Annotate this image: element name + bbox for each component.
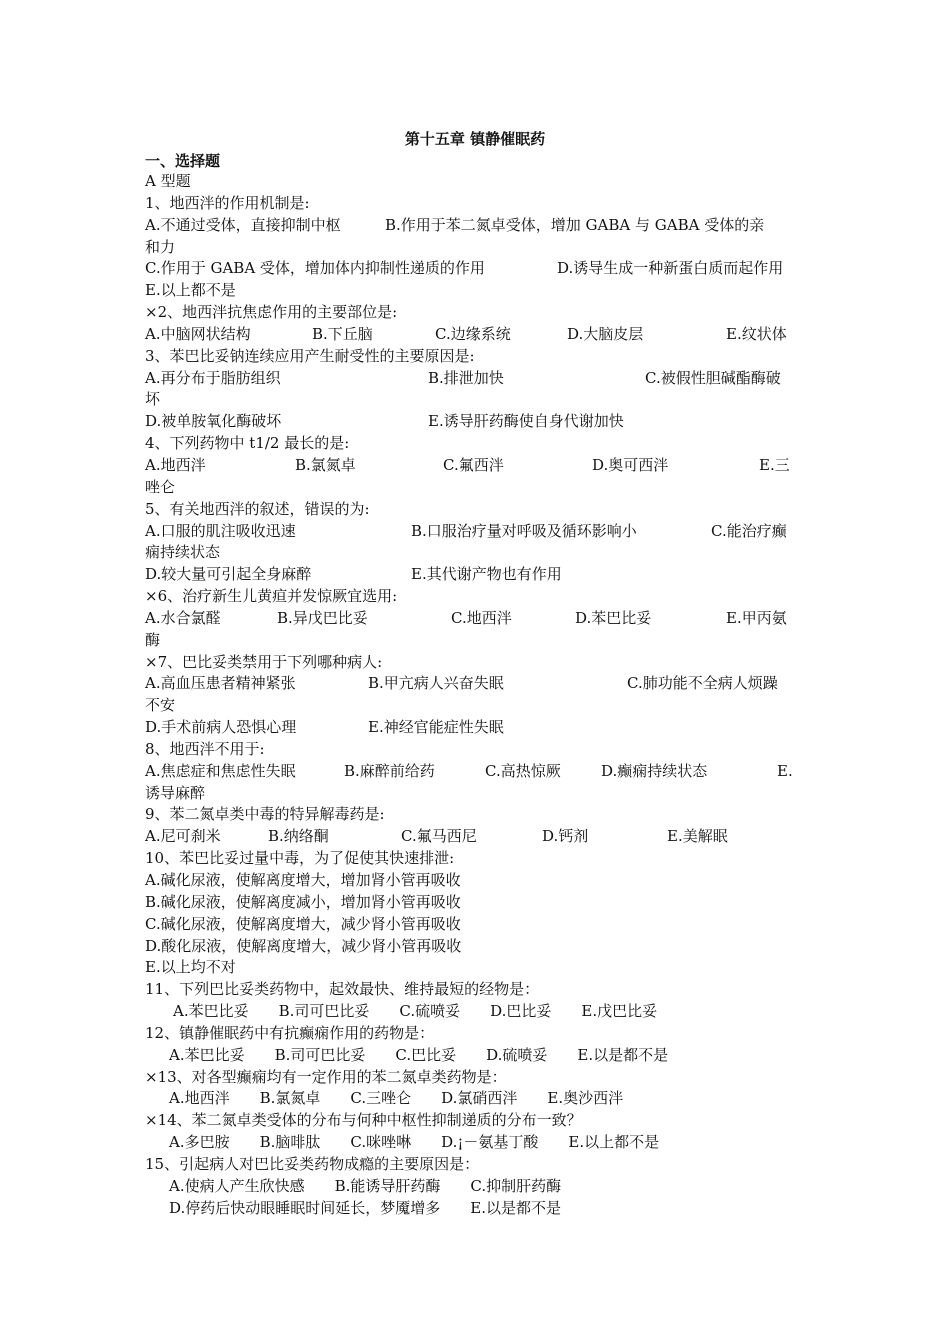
- option: B.氯氮卓: [259, 1089, 321, 1108]
- option: E.美解眠: [667, 827, 728, 846]
- option-row: [145, 761, 810, 783]
- option: E.以是都不是: [470, 1198, 561, 1217]
- option-row: [145, 1176, 810, 1198]
- question-stem: 9、苯二氮卓类中毒的特异解毒药是:: [145, 805, 385, 824]
- option-continuation: 痫持续状态: [145, 543, 221, 562]
- question-stem: 3、苯巴比妥钠连续应用产生耐受性的主要原因是:: [145, 346, 475, 365]
- option: A.中脑网状结构: [145, 324, 251, 343]
- option-row: [145, 1045, 810, 1067]
- option: E.甲丙氨: [726, 608, 787, 627]
- option-row: [145, 826, 810, 848]
- question-stem: ×7、巴比妥类禁用于下列哪种病人:: [145, 652, 383, 671]
- question-stem: 15、引起病人对巴比妥类药物成瘾的主要原因是：: [145, 1154, 480, 1173]
- question-stem: 4、下列药物中 t1/2 最长的是:: [145, 434, 350, 453]
- option: C.高热惊厥: [485, 761, 561, 780]
- option: B.排泄加快: [428, 368, 504, 387]
- option: C.氟西泮: [443, 455, 504, 474]
- option: D.停药后快动眼睡眠时间延长，梦魇增多: [169, 1198, 441, 1217]
- option-row: [145, 892, 810, 914]
- option: B.能诱导肝药酶: [334, 1176, 441, 1195]
- question-stem: 10、苯巴比妥过量中毒，为了促使其快速排泄:: [145, 849, 455, 868]
- option-row: [145, 258, 810, 280]
- option: B.碱化尿液，使解离度减小，增加肾小管再吸收: [145, 892, 461, 911]
- option-row: [145, 280, 810, 302]
- option: A.水合氯醛: [145, 608, 221, 627]
- question-stem: ×6、治疗新生儿黄疸并发惊厥宜选用:: [145, 587, 398, 606]
- option: D.手术前病人恐惧心理: [145, 718, 297, 737]
- option: C.咪唑啉: [350, 1133, 412, 1152]
- option-row: [145, 564, 810, 586]
- question-stem: ×2、地西泮抗焦虑作用的主要部位是:: [145, 303, 398, 322]
- option-row: [145, 673, 810, 695]
- section-heading: 一、选择题: [145, 152, 221, 170]
- option-row: [145, 1198, 810, 1220]
- option: C.氟马西尼: [401, 827, 477, 846]
- option: C.被假性胆碱酯酶破: [645, 368, 781, 387]
- option-row: [145, 324, 810, 346]
- option: C.能治疗癫: [711, 521, 787, 540]
- option: C.抑制肝药酶: [470, 1176, 562, 1195]
- option: C.三唑仑: [350, 1089, 412, 1108]
- option-continuation: 坏: [145, 390, 161, 409]
- option: A.焦虑症和焦虑性失眠: [145, 761, 296, 780]
- option-continuation: 诱导麻醉: [145, 783, 206, 802]
- option-row: [145, 914, 810, 936]
- option: E.以是都不是: [577, 1045, 669, 1064]
- option: A.不通过受体，直接抑制中枢: [145, 215, 341, 234]
- option: C.硫喷妥: [399, 1002, 461, 1021]
- option: B.司可巴比妥: [278, 1002, 370, 1021]
- option: A.再分布于脂肪组织: [145, 368, 281, 387]
- question-stem: 5、有关地西泮的叙述，错误的为:: [145, 499, 370, 518]
- option: B.甲亢病人兴奋失眠: [368, 674, 504, 693]
- option: A.尼可刹米: [145, 827, 221, 846]
- option: A.苯巴比妥: [173, 1002, 249, 1021]
- option: A.苯巴比妥: [169, 1045, 245, 1064]
- option-row: [145, 521, 810, 543]
- option: D.硫喷妥: [486, 1045, 548, 1064]
- option: C.作用于 GABA 受体，增加体内抑制性递质的作用: [145, 259, 485, 278]
- option: E.三: [759, 455, 790, 474]
- option: B.氯氮卓: [295, 455, 356, 474]
- option: B.纳络酮: [268, 827, 329, 846]
- question-stem: ×13、对各型癫痫均有一定作用的苯二氮卓类药物是：: [145, 1067, 507, 1086]
- option: A.使病人产生欣快感: [169, 1176, 305, 1195]
- option: D.氯硝西泮: [441, 1089, 518, 1108]
- option: D.大脑皮层: [567, 324, 644, 343]
- option-row: [145, 368, 810, 390]
- option: C.边缘系统: [435, 324, 511, 343]
- option: E.以上都不是: [145, 281, 236, 300]
- option: C.碱化尿液，使解离度增大，减少肾小管再吸收: [145, 914, 461, 933]
- option: A.多巴胺: [169, 1133, 230, 1152]
- option: D.诱导生成一种新蛋白质而起作用: [557, 259, 784, 278]
- option-row: [145, 455, 810, 477]
- option-row: [145, 608, 810, 630]
- option: E.: [777, 761, 793, 780]
- question-stem: 8、地西泮不用于:: [145, 739, 265, 758]
- question-stem: 12、镇静催眠药中有抗癫痫作用的药物是：: [145, 1023, 435, 1042]
- option: E.以上都不是: [568, 1133, 660, 1152]
- question-stem: ×14、苯二氮卓类受体的分布与何种中枢性抑制递质的分布一致？: [145, 1111, 582, 1130]
- option-row: [145, 215, 810, 237]
- option-row: [145, 1088, 810, 1110]
- option: D.癫痫持续状态: [601, 761, 708, 780]
- option: C.肺功能不全病人烦躁: [627, 674, 778, 693]
- option-row: [145, 1001, 810, 1023]
- option: C.巴比妥: [395, 1045, 457, 1064]
- option-continuation: 唑仑: [145, 477, 176, 496]
- option-row: [145, 717, 810, 739]
- option: B.司可巴比妥: [274, 1045, 366, 1064]
- option-row: [145, 411, 810, 433]
- option-row: [145, 957, 810, 979]
- option: D.巴比妥: [490, 1002, 552, 1021]
- question-stem: 11、下列巴比妥类药物中，起效最快、维持最短的经物是：: [145, 980, 540, 999]
- option: A.高血压患者精神紧张: [145, 674, 296, 693]
- option: D.¡－氨基丁酸: [441, 1133, 539, 1152]
- option: B.作用于苯二氮卓受体，增加 GABA 与 GABA 受体的亲: [385, 215, 765, 234]
- option-row: [145, 936, 810, 958]
- option: E.诱导肝药酶使自身代谢加快: [428, 412, 624, 431]
- option: A.口服的肌注吸收迅速: [145, 521, 296, 540]
- question-list: [145, 171, 810, 1220]
- option: D.被单胺氧化酶破坏: [145, 412, 282, 431]
- option: E.其代谢产物也有作用: [411, 565, 562, 584]
- option: E.戊巴比妥: [581, 1002, 658, 1021]
- option: B.异戊巴比妥: [277, 608, 368, 627]
- option: B.下丘脑: [312, 324, 373, 343]
- option: D.较大量可引起全身麻醉: [145, 565, 312, 584]
- option: D.酸化尿液，使解离度增大，减少肾小管再吸收: [145, 936, 462, 955]
- option-continuation: 不安: [145, 696, 176, 715]
- option: E.以上均不对: [145, 958, 236, 977]
- option: D.苯巴比妥: [575, 608, 652, 627]
- option: E.神经官能症性失眠: [368, 718, 504, 737]
- option-continuation: 和力: [145, 237, 176, 256]
- option: B.口服治疗量对呼吸及循环影响小: [411, 521, 637, 540]
- chapter-title: 第十五章 镇静催眠药: [404, 130, 546, 148]
- option: B.麻醉前给药: [344, 761, 435, 780]
- option: A.碱化尿液，使解离度增大，增加肾小管再吸收: [145, 871, 461, 889]
- option-row: [145, 1132, 810, 1154]
- option: A.地西泮: [169, 1089, 230, 1108]
- option: E.奥沙西泮: [547, 1089, 624, 1108]
- option: C.地西泮: [451, 608, 512, 627]
- question-stem: 1、地西泮的作用机制是:: [145, 193, 310, 212]
- subsection-heading: A 型题: [145, 172, 191, 190]
- option: A.地西泮: [145, 455, 206, 474]
- option: B.脑啡肽: [259, 1133, 321, 1152]
- option: E.纹状体: [726, 324, 787, 343]
- option-continuation: 酶: [145, 630, 161, 649]
- option-row: [145, 870, 810, 892]
- option: D.钙剂: [542, 827, 589, 846]
- option: D.奥可西泮: [592, 455, 669, 474]
